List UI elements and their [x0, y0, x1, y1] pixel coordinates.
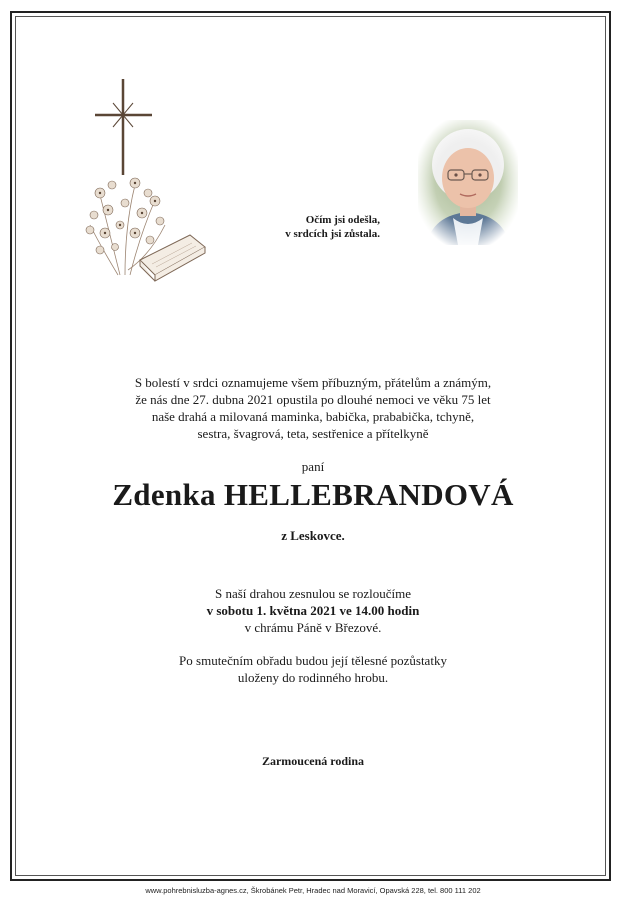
motto-line: Očím jsi odešla, [305, 214, 380, 226]
burial-line: Po smutečním obřadu budou její tělesné pozůstatky [179, 653, 447, 668]
footer-contact: www.pohrebnisluzba-agnes.cz, Škrobánek Petr, Hradec nad Moravicí, Opavská 228, tel. 800 111 202 [145, 886, 481, 895]
signature: Zarmoucená rodina [261, 754, 365, 768]
burial-line: uloženy do rodinného hrobu. [237, 670, 389, 685]
ceremony-info [0, 585, 626, 636]
motto-line: v srdcích jsi zůstala. [285, 228, 380, 240]
announcement-line: sestra, švagrová, teta, sestřenice a přítelkyně [197, 426, 429, 441]
announcement-line: S bolestí v srdci oznamujeme všem příbuzným, přátelům a známým, [134, 375, 492, 390]
announcement-line: že nás dne 27. dubna 2021 opustila po dlouhé nemoci ve věku 75 let [135, 392, 491, 407]
announcement-text [60, 374, 566, 442]
motto [230, 213, 380, 241]
portrait-photo [418, 120, 518, 245]
deceased-origin: z Leskovce. [281, 528, 345, 543]
deceased-name: Zdenka HELLEBRANDOVÁ [112, 477, 514, 512]
announcement-line: naše drahá a milovaná maminka, babička, prababička, tchyně, [151, 409, 475, 424]
salutation: paní [301, 459, 325, 474]
burial-info [0, 652, 626, 686]
cross-with-flowers-icon [80, 75, 210, 290]
ceremony-date: v sobotu 1. května 2021 ve 14.00 hodin [206, 603, 420, 618]
ceremony-line: S naší drahou zesnulou se rozloučíme [214, 586, 412, 601]
ceremony-place: v chrámu Páně v Březové. [244, 620, 382, 635]
